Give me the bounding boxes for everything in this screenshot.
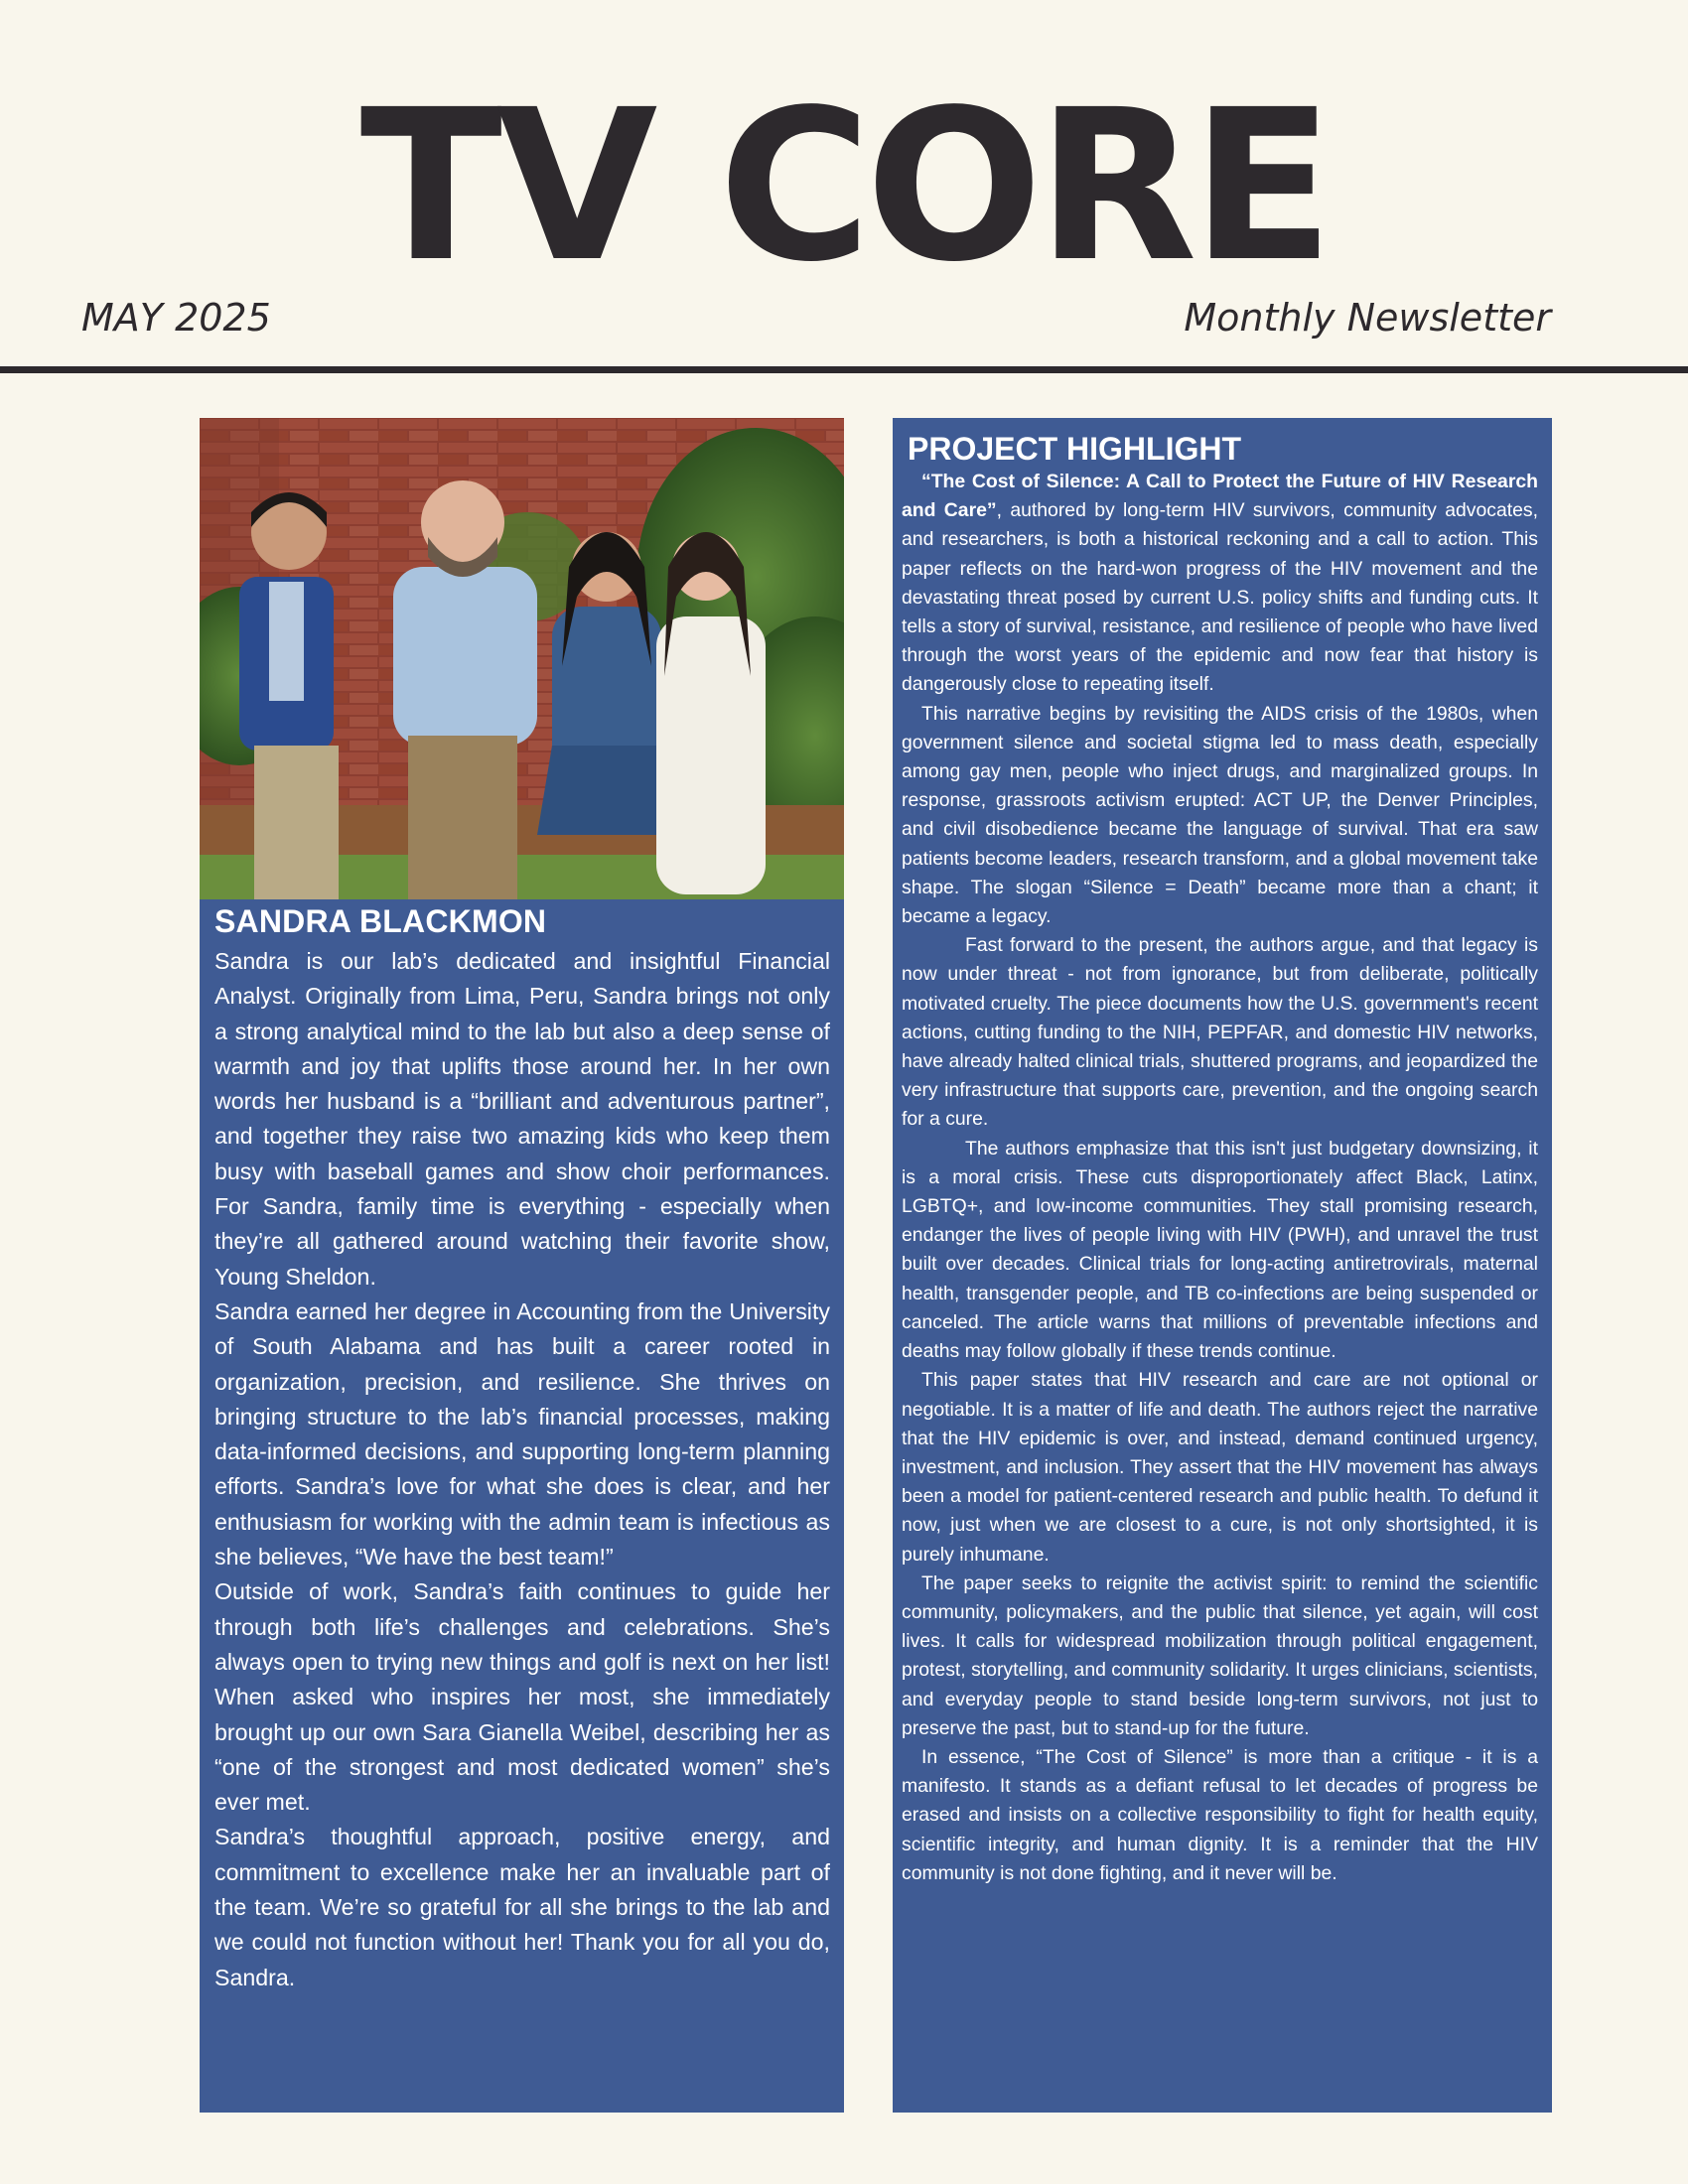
highlight-paragraph: Fast forward to the present, the authors argue, and that legacy is now under threat - not from ignorance, but from deliberate, politically motivated cruelty. The piece documents how the U.S. government's recent actions, cutting funding to the NIH, PEPFAR, and domestic HIV networks, have already halted clinical trials, shuttered programs, and jeopardized the very infrastructure that supports care, prevention, and the ongoing search for a cure. bbox=[902, 934, 1538, 1131]
highlight-paragraph: This paper states that HIV research and care are not optional or negotiable. It is a matter of life and death. The authors reject the narrative that the HIV epidemic is over, and instead, demand continued urgency, investment, and inclusion. They assert that the HIV movement has always been a model for patient-centered research and public health. To defund it now, just when we are closest to a cure, is not only shortsighted, it is purely inhumane. bbox=[902, 1369, 1538, 1566]
project-highlight-article bbox=[902, 430, 1538, 1888]
header-divider bbox=[0, 366, 1688, 373]
highlight-paragraph: In essence, “The Cost of Silence” is more than a critique - it is a manifesto. It stands as a defiant refusal to let decades of progress be erased and insists on a collective responsibility to fight for health equity, scientific integrity, and human dignity. It is a reminder that the HIV community is not done fighting, and it never will be. bbox=[902, 1745, 1538, 1884]
highlight-paragraph: The authors emphasize that this isn't just budgetary downsizing, it is a moral crisis. These cuts disproportionately affect Black, Latinx, LGBTQ+, and low-income communities. They stall promising research, endanger the lives of people living with HIV (PWH), and unravel the trust built over decades. Clinical trials for long-acting antiretrovirals, maternal health, transgender people, and TB co-infections are being suspended or canceled. The article warns that millions of preventable infections and deaths may follow globally if these trends continue. bbox=[902, 1137, 1538, 1363]
newsletter-title: TV CORE bbox=[359, 65, 1329, 308]
highlight-paragraph: The paper seeks to reignite the activist spirit: to remind the scientific community, policymakers, and the public that silence, yet again, will cost lives. It calls for widespread mobilization through political engagement, protest, storytelling, and community solidarity. It urges clinicians, scientists, and everyday people to stand beside long-term survivors, not just to preserve the past, but to stand-up for the future. bbox=[902, 1571, 1538, 1739]
issue-date: MAY 2025 bbox=[81, 296, 271, 340]
highlight-paragraph: This narrative begins by revisiting the AIDS crisis of the 1980s, when government silence and societal stigma led to mass death, especially among gay men, people who inject drugs, and marginalized groups. In response, grassroots activism erupted: ACT UP, the Denver Principles, and civil disobedience became the language of survival. That era saw patients become leaders, research transform, and a global movement take shape. The slogan “Silence = Death” became more than a chant; it became a legacy. bbox=[902, 702, 1538, 928]
profile-article bbox=[214, 900, 830, 1995]
issue-type: Monthly Newsletter bbox=[1184, 296, 1551, 340]
profile-name: SANDRA BLACKMON bbox=[214, 903, 547, 939]
profile-paragraph: Sandra earned her degree in Accounting from the University of South Alabama and has built a career rooted in organization, precision, and resilience. She thrives on bringing structure to the lab’s financial processes, making data-informed decisions, and supporting long-term planning efforts. Sandra’s love for what she does is clear, and her enthusiasm for working with the admin team is infectious as she believes, “We have the best team!” bbox=[214, 1297, 830, 1570]
paper-title: “The Cost of Silence: A Call to Protect the Future of HIV Research and Care” bbox=[902, 471, 1538, 522]
profile-paragraph: Sandra is our lab’s dedicated and insightful Financial Analyst. Originally from Lima, Peru, Sandra brings not only a strong analytical mind to the lab but also a deep sense of warmth and joy that uplifts those around her. In her own words her husband is a “brilliant and adventurous partner”, and together they raise two amazing kids who keep them busy with baseball games and show choir performances. For Sandra, family time is everything - especially when they’re all gathered around watching their favorite show, Young Sheldon. bbox=[214, 948, 830, 1290]
profile-paragraph: Sandra’s thoughtful approach, positive energy, and commitment to excellence make her an invaluable part of the team. We’re so grateful for all she brings to the lab and we could not function without her! Thank you for all you do, Sandra. bbox=[214, 1824, 830, 1990]
project-highlight-panel bbox=[893, 418, 1552, 2113]
staff-spotlight-panel bbox=[200, 418, 844, 2113]
profile-paragraph: Outside of work, Sandra’s faith continues to guide her through both life’s challenges and celebrations. She’s always open to trying new things and golf is next on her list! When asked who inspires her most, she immediately brought up our own Sara Gianella Weibel, describing her as “one of the strongest and most dedicated women” she’s ever met. bbox=[214, 1578, 830, 1816]
lead-text: , authored by long-term HIV survivors, community advocates, and researchers, is both a historical reckoning and a call to action. This paper reflects on the hard-won progress of the HIV movement and the devastating threat posed by current U.S. policy shifts and funding cuts. It tells a story of survival, resistance, and resilience of people who have lived through the worst years of the epidemic and now fear that history is dangerously close to repeating itself. bbox=[902, 499, 1538, 696]
highlight-lead-paragraph bbox=[902, 468, 1538, 700]
highlight-heading: PROJECT HIGHLIGHT bbox=[908, 431, 1242, 467]
family-photo bbox=[200, 418, 844, 899]
